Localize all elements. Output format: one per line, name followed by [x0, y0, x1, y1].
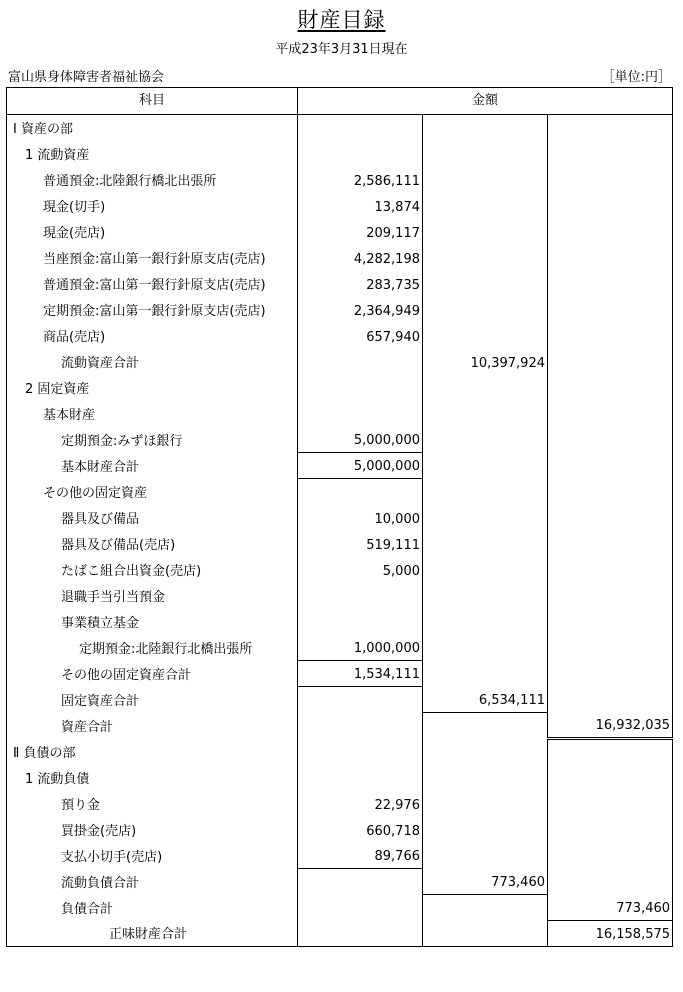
row-label: 現金(切手) [7, 193, 298, 219]
amount-col-3 [548, 375, 673, 401]
amount-col-2 [423, 791, 548, 817]
table-row [7, 297, 673, 323]
row-label: 器具及び備品 [7, 505, 298, 531]
amount-col-2 [423, 271, 548, 297]
amount-col-2 [423, 297, 548, 323]
row-label: 支払小切手(売店) [7, 843, 298, 869]
amount-col-3 [548, 323, 673, 349]
amount-col-3 [548, 401, 673, 427]
amount-col-1 [298, 349, 423, 375]
amount-col-2 [423, 219, 548, 245]
amount-col-3 [548, 453, 673, 479]
table-row [7, 401, 673, 427]
amount-col-3 [548, 219, 673, 245]
row-label: 定期預金:北陸銀行北橋出張所 [7, 635, 298, 661]
amount-col-2 [423, 661, 548, 687]
amount-col-2 [423, 713, 548, 739]
row-label: 預り金 [7, 791, 298, 817]
table-row [7, 427, 673, 453]
row-label: 事業積立基金 [7, 609, 298, 635]
amount-col-1 [298, 921, 423, 947]
header-amount: 金額 [298, 88, 673, 115]
amount-col-3 [548, 271, 673, 297]
amount-col-3 [548, 297, 673, 323]
table-row [7, 453, 673, 479]
row-label: その他の固定資産 [7, 479, 298, 505]
amount-col-1 [298, 609, 423, 635]
amount-col-1 [298, 401, 423, 427]
document-title: 財産目録 [297, 8, 386, 32]
amount-col-1: 657,940 [298, 323, 423, 349]
amount-col-3 [548, 427, 673, 453]
amount-col-3 [548, 583, 673, 609]
amount-col-3 [548, 765, 673, 791]
row-label: 現金(売店) [7, 219, 298, 245]
table-row [7, 141, 673, 167]
amount-col-1 [298, 895, 423, 921]
amount-col-1: 2,364,949 [298, 297, 423, 323]
amount-col-2 [423, 167, 548, 193]
row-label: Ⅰ 資産の部 [7, 115, 298, 141]
amount-col-3 [548, 609, 673, 635]
amount-col-2 [423, 479, 548, 505]
row-label: 定期預金:みずほ銀行 [7, 427, 298, 453]
amount-col-2 [423, 583, 548, 609]
table-row [7, 193, 673, 219]
table-row [7, 531, 673, 557]
table-row [7, 323, 673, 349]
amount-col-2 [423, 765, 548, 791]
report-date: 平成23年3月31日現在 [275, 42, 408, 57]
row-label: 買掛金(売店) [7, 817, 298, 843]
amount-col-2 [423, 739, 548, 765]
amount-col-2 [423, 843, 548, 869]
amount-col-1 [298, 739, 423, 765]
amount-col-1: 89,766 [298, 843, 423, 869]
table-row [7, 557, 673, 583]
amount-col-2 [423, 895, 548, 921]
amount-col-2: 6,534,111 [423, 687, 548, 713]
amount-col-3 [548, 843, 673, 869]
row-label: 資産合計 [7, 713, 298, 739]
amount-col-2 [423, 245, 548, 271]
table-body [7, 115, 673, 947]
amount-col-3 [548, 869, 673, 895]
table-row [7, 505, 673, 531]
amount-col-3 [548, 687, 673, 713]
amount-col-1: 5,000,000 [298, 453, 423, 479]
amount-col-2 [423, 375, 548, 401]
amount-col-1: 22,976 [298, 791, 423, 817]
amount-col-1: 1,534,111 [298, 661, 423, 687]
amount-col-2 [423, 323, 548, 349]
table-row [7, 739, 673, 765]
table-row [7, 245, 673, 271]
row-label: その他の固定資産合計 [7, 661, 298, 687]
amount-col-1 [298, 687, 423, 713]
amount-col-1 [298, 115, 423, 141]
header-item: 科目 [7, 88, 298, 115]
row-label: 商品(売店) [7, 323, 298, 349]
row-label: たばこ組合出資金(売店) [7, 557, 298, 583]
property-inventory-table [6, 87, 673, 947]
amount-col-1 [298, 869, 423, 895]
amount-col-1: 283,735 [298, 271, 423, 297]
table-row [7, 895, 673, 921]
amount-col-1 [298, 375, 423, 401]
table-row [7, 869, 673, 895]
amount-col-1: 660,718 [298, 817, 423, 843]
row-label: 当座預金:富山第一銀行針原支店(売店) [7, 245, 298, 271]
amount-col-3 [548, 115, 673, 141]
amount-col-1: 5,000 [298, 557, 423, 583]
table-row [7, 817, 673, 843]
amount-col-2 [423, 193, 548, 219]
amount-col-3 [548, 817, 673, 843]
table-row [7, 635, 673, 661]
amount-col-3 [548, 141, 673, 167]
amount-col-2 [423, 921, 548, 947]
row-label: 基本財産 [7, 401, 298, 427]
amount-col-1 [298, 479, 423, 505]
amount-col-3 [548, 505, 673, 531]
amount-col-3 [548, 245, 673, 271]
amount-col-3 [548, 557, 673, 583]
table-row [7, 375, 673, 401]
amount-col-1: 519,111 [298, 531, 423, 557]
row-label: 1 流動資産 [7, 141, 298, 167]
row-label: 固定資産合計 [7, 687, 298, 713]
table-row [7, 167, 673, 193]
amount-col-1 [298, 765, 423, 791]
amount-col-2 [423, 401, 548, 427]
amount-col-1: 13,874 [298, 193, 423, 219]
amount-col-3: 16,932,035 [548, 713, 673, 739]
row-label: 定期預金:富山第一銀行針原支店(売店) [7, 297, 298, 323]
amount-col-2 [423, 531, 548, 557]
organization-name: 富山県身体障害者福祉協会 [8, 70, 165, 85]
amount-col-3 [548, 531, 673, 557]
table-header-row [7, 88, 673, 115]
currency-unit: ［単位:円］ [601, 70, 671, 85]
table-row [7, 843, 673, 869]
row-label: 基本財産合計 [7, 453, 298, 479]
row-label: 正味財産合計 [7, 921, 298, 947]
table-row [7, 219, 673, 245]
amount-col-1: 5,000,000 [298, 427, 423, 453]
row-label: 1 流動負債 [7, 765, 298, 791]
amount-col-3 [548, 791, 673, 817]
amount-col-2 [423, 453, 548, 479]
table-row [7, 713, 673, 739]
table-row [7, 479, 673, 505]
amount-col-2 [423, 115, 548, 141]
amount-col-1 [298, 141, 423, 167]
row-label: 2 固定資産 [7, 375, 298, 401]
row-label: 器具及び備品(売店) [7, 531, 298, 557]
amount-col-1: 209,117 [298, 219, 423, 245]
amount-col-1 [298, 583, 423, 609]
amount-col-3: 773,460 [548, 895, 673, 921]
row-label: 退職手当引当預金 [7, 583, 298, 609]
amount-col-1: 2,586,111 [298, 167, 423, 193]
row-label: 流動資産合計 [7, 349, 298, 375]
row-label: 流動負債合計 [7, 869, 298, 895]
table-row [7, 765, 673, 791]
amount-col-1: 1,000,000 [298, 635, 423, 661]
table-row [7, 609, 673, 635]
amount-col-3 [548, 167, 673, 193]
row-label: 普通預金:北陸銀行橋北出張所 [7, 167, 298, 193]
table-row [7, 583, 673, 609]
row-label: 普通預金:富山第一銀行針原支店(売店) [7, 271, 298, 297]
amount-col-3 [548, 739, 673, 765]
amount-col-2 [423, 635, 548, 661]
amount-col-2 [423, 427, 548, 453]
amount-col-1 [298, 713, 423, 739]
amount-col-3 [548, 193, 673, 219]
amount-col-2: 10,397,924 [423, 349, 548, 375]
amount-col-2 [423, 141, 548, 167]
table-row [7, 921, 673, 947]
amount-col-2 [423, 505, 548, 531]
table-row [7, 115, 673, 141]
row-label: 負債合計 [7, 895, 298, 921]
amount-col-3 [548, 479, 673, 505]
table-row [7, 271, 673, 297]
amount-col-1: 10,000 [298, 505, 423, 531]
table-row [7, 791, 673, 817]
table-row [7, 661, 673, 687]
row-label: Ⅱ 負債の部 [7, 739, 298, 765]
amount-col-3 [548, 661, 673, 687]
amount-col-2: 773,460 [423, 869, 548, 895]
amount-col-3: 16,158,575 [548, 921, 673, 947]
amount-col-3 [548, 635, 673, 661]
amount-col-2 [423, 609, 548, 635]
amount-col-2 [423, 557, 548, 583]
table-row [7, 349, 673, 375]
amount-col-3 [548, 349, 673, 375]
table-row [7, 687, 673, 713]
amount-col-2 [423, 817, 548, 843]
amount-col-1: 4,282,198 [298, 245, 423, 271]
